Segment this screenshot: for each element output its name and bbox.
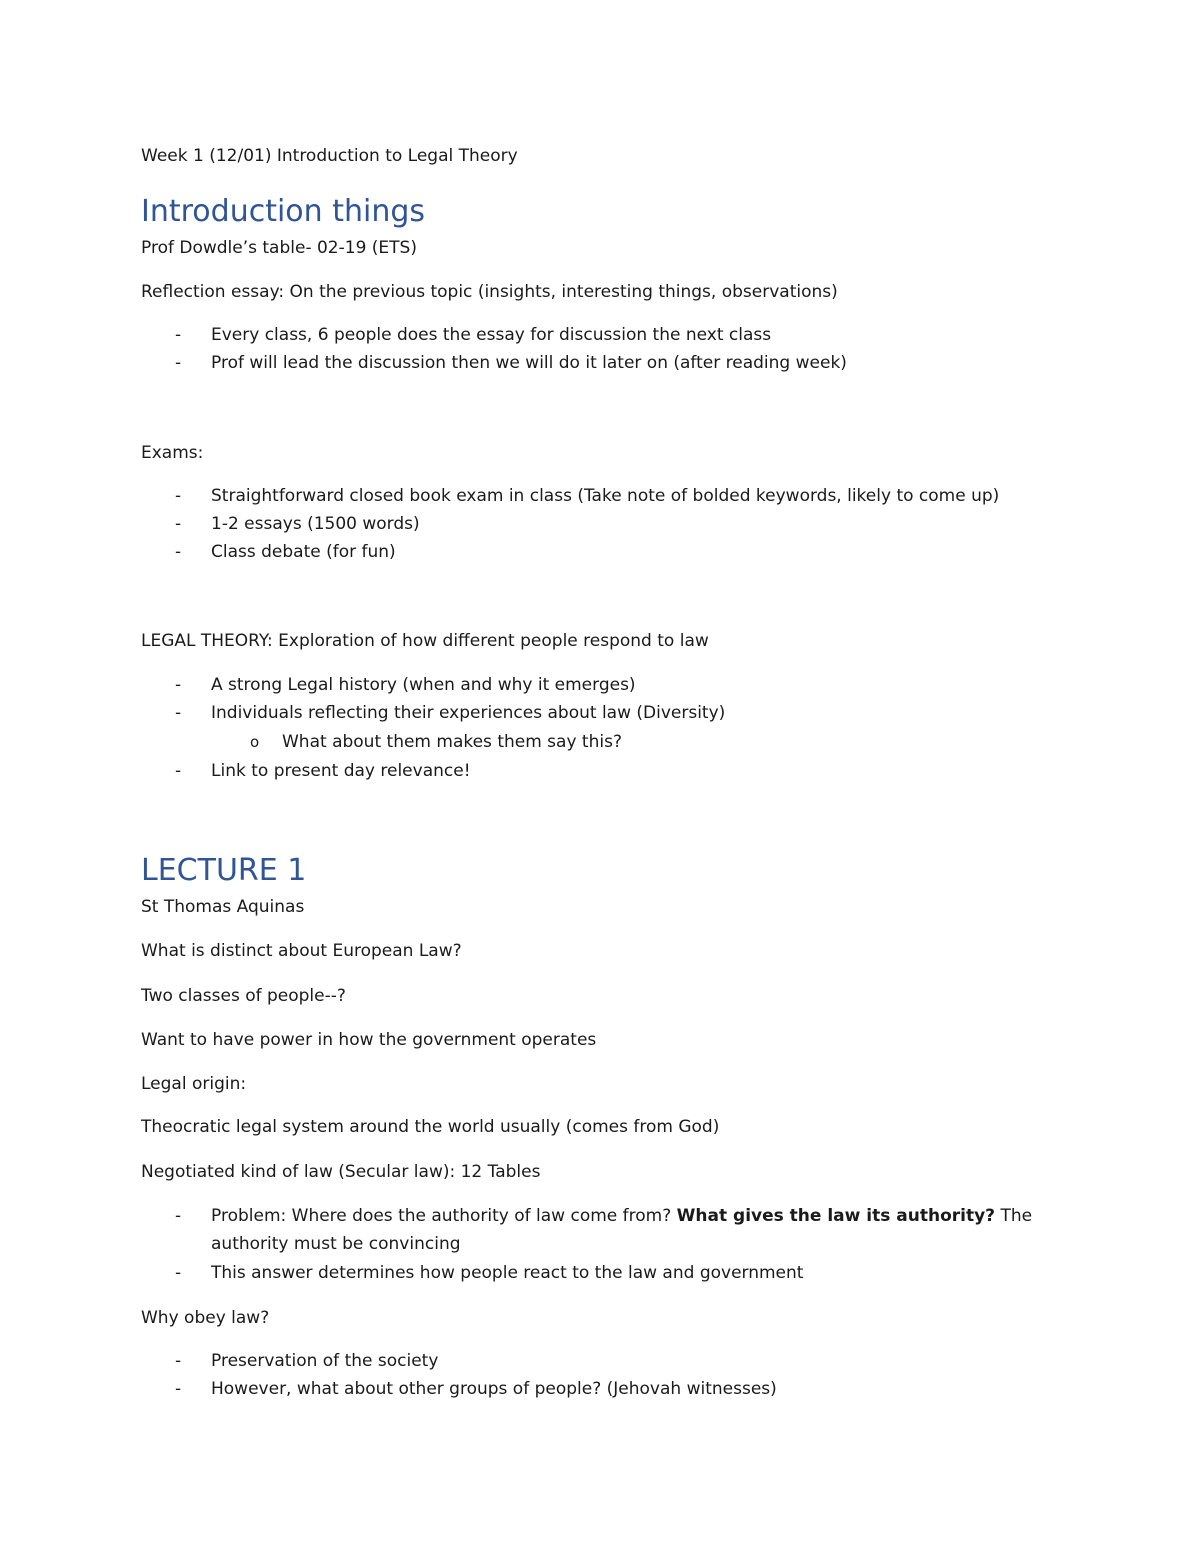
legal-theory-bullet: Individuals reflecting their experiences about law (Diversity) (211, 703, 726, 723)
paragraph: Negotiated kind of law (Secular law): 12 Tables (141, 1162, 541, 1182)
exams-label: Exams: (141, 443, 204, 463)
week-title: Week 1 (12/01) Introduction to Legal Theory (141, 146, 518, 166)
reflection-line: Reflection essay: On the previous topic (insights, interesting things, observations) (141, 282, 838, 302)
bullet-dash: - (175, 675, 182, 695)
paragraph: Legal origin: (141, 1074, 247, 1094)
bullet-dash: - (175, 486, 182, 506)
why-bullet: However, what about other groups of people? (Jehovah witnesses) (211, 1379, 777, 1399)
bullet-dash: - (175, 325, 182, 345)
bullet-dash: - (175, 761, 182, 781)
bullet-dash: - (175, 1379, 182, 1399)
answer-bullet: This answer determines how people react to the law and government (211, 1263, 804, 1283)
question-line: Two classes of people--? (141, 986, 346, 1006)
paragraph: Theocratic legal system around the world usually (comes from God) (141, 1117, 720, 1137)
question-line: What is distinct about European Law? (141, 941, 462, 961)
why-obey-line: Why obey law? (141, 1308, 270, 1328)
legal-theory-bullet: Link to present day relevance! (211, 761, 471, 781)
problem-bullet (211, 1205, 1032, 1227)
intro-heading: Introduction things (141, 194, 426, 229)
lecture-name: St Thomas Aquinas (141, 897, 305, 917)
legal-theory-line: LEGAL THEORY: Exploration of how different people respond to law (141, 631, 709, 651)
why-bullet: Preservation of the society (211, 1351, 439, 1371)
exams-bullet: Straightforward closed book exam in class (Take note of bolded keywords, likely to come up) (211, 486, 1000, 506)
problem-bold-text: What gives the law its authority? (676, 1206, 996, 1226)
legal-theory-bullet: A strong Legal history (when and why it emerges) (211, 675, 636, 695)
exams-bullet: 1-2 essays (1500 words) (211, 514, 420, 534)
bullet-dash: - (175, 353, 182, 373)
table-line: Prof Dowdle’s table- 02-19 (ETS) (141, 238, 417, 258)
reflection-bullet: Every class, 6 people does the essay for discussion the next class (211, 325, 772, 345)
bullet-dash: - (175, 514, 182, 534)
bullet-dash: - (175, 542, 182, 562)
problem-bullet-continuation: authority must be convincing (211, 1234, 461, 1254)
sub-bullet-marker: o (250, 733, 260, 751)
bullet-dash: - (175, 1263, 182, 1283)
reflection-bullet: Prof will lead the discussion then we will do it later on (after reading week) (211, 353, 847, 373)
bullet-dash: - (175, 1351, 182, 1371)
lecture-heading: LECTURE 1 (141, 853, 307, 888)
legal-theory-sub-bullet: What about them makes them say this? (282, 732, 622, 752)
bullet-dash: - (175, 1206, 182, 1226)
problem-text: Problem: Where does the authority of law come from? (211, 1206, 672, 1226)
exams-bullet: Class debate (for fun) (211, 542, 396, 562)
problem-text-end: The (1000, 1206, 1033, 1226)
bullet-dash: - (175, 703, 182, 723)
paragraph: Want to have power in how the government operates (141, 1030, 597, 1050)
